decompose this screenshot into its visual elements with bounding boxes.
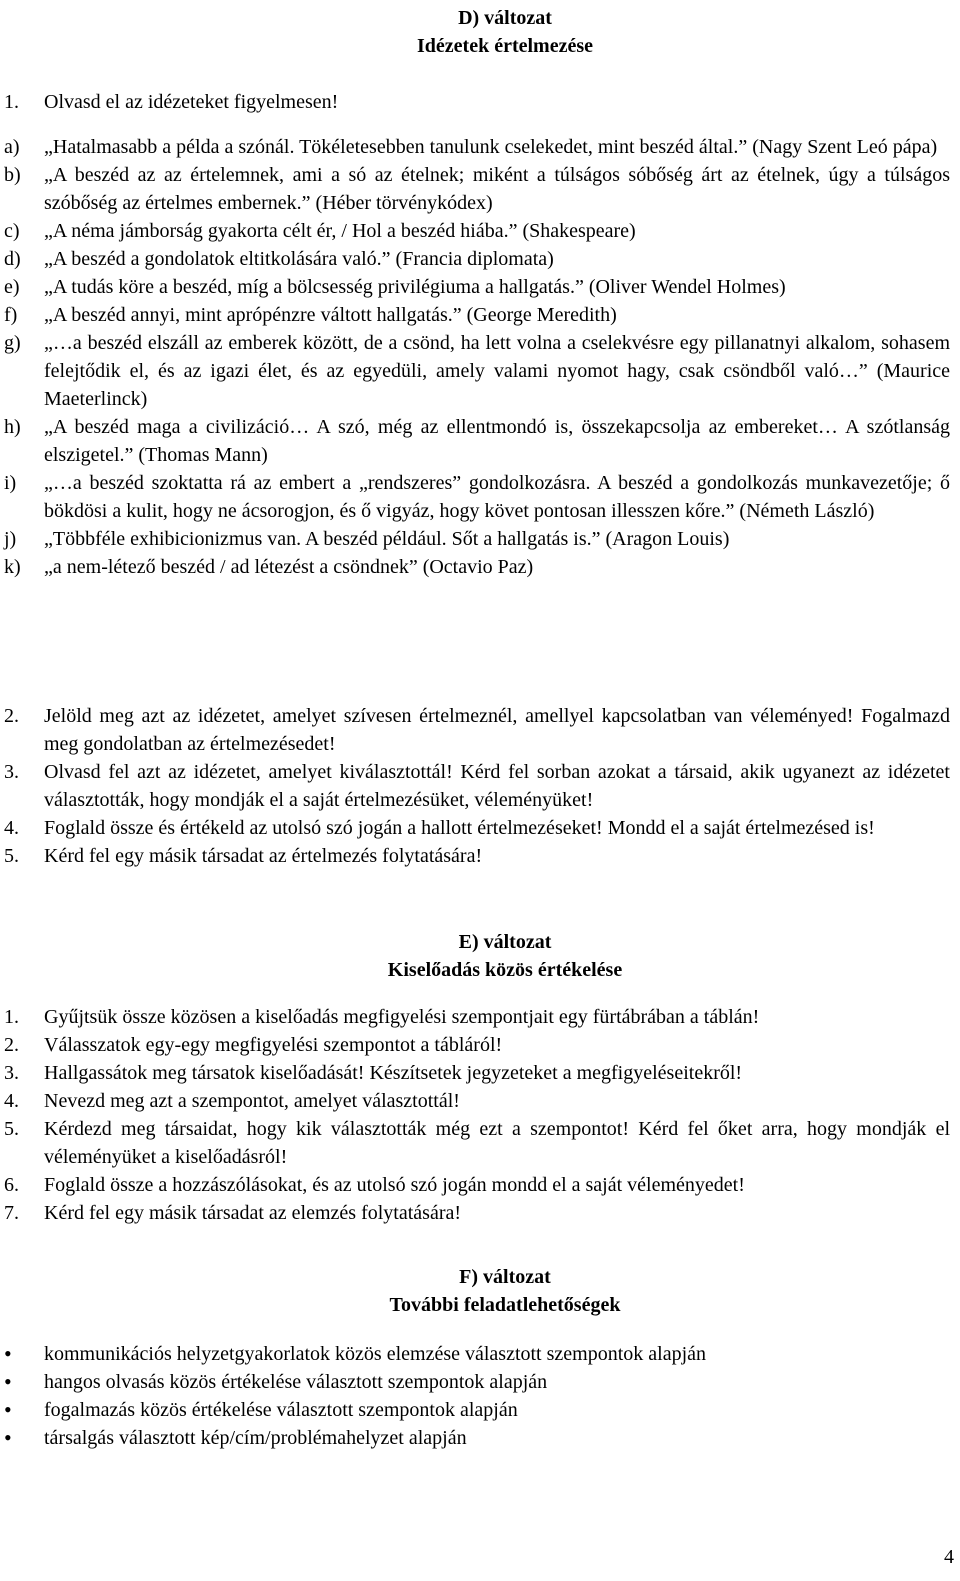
quote-text: „A beszéd az az értelemnek, ami a só az ételnek; miként a túlságos sóbőség árt az ételnek, úgy a túlságos szóbőség az értelmes embernek.” (Héber törvénykódex) [44,164,950,214]
quote-item [0,133,960,161]
quote-text: „A beszéd maga a civilizáció… A szó, még az ellentmondó is, összekapcsolja az embereket… A szótlanság elszigetel.” (Thomas Mann) [44,416,950,466]
task-marker: 4. [4,1090,19,1112]
quote-text: „…a beszéd szoktatta rá az embert a „rendszeres” gondolkozásra. A beszéd a gondolkozás munkavezetője; ő bökdösi a kulit, hogy ne ácsorogjon, és ő vigyáz, hogy követ pontosan illesszen kőre.” (Németh László) [44,472,950,522]
task-item [0,814,960,842]
task-item [0,842,960,870]
quote-marker: i) [4,472,17,494]
task-item [0,758,960,814]
task-text: Kérdezd meg társaidat, hogy kik választották még ezt a szempontot! Kérd fel őket arra, hogy mondják el véleményüket a kiselőadásról! [44,1118,950,1168]
intro-text: Olvasd el az idézeteket figyelmesen! [44,91,339,113]
section-e-subtitle: Kiselőadás közös értékelése [387,959,623,981]
task-marker: 5. [4,1118,19,1140]
bullet-item [0,1396,960,1424]
quote-item [0,329,960,413]
quote-item [0,273,960,301]
bullet-list [0,1340,960,1452]
quote-text: „Hatalmasabb a példa a szónál. Tökéletesebben tanulunk cselekedet, mint beszéd által.” (Nagy Szent Leó pápa) [44,136,938,158]
task-marker: 3. [4,1062,19,1084]
task-item [0,1031,960,1059]
intro-marker: 1. [4,91,19,113]
quote-item [0,469,960,525]
quote-marker: j) [4,528,17,550]
page-number: 4 [944,1546,954,1568]
quote-marker: a) [4,136,20,158]
task-text: Olvasd fel azt az idézetet, amelyet kiválasztottál! Kérd fel sorban azokat a társaid, akik ugyanezt az idézetet választották, hogy mondják el a saját értelmezésüket, véleményüket! [44,761,950,811]
quote-marker: b) [4,164,21,186]
bullet-item [0,1368,960,1396]
bullet-text: hangos olvasás közös értékelése választott szempontok alapján [44,1371,548,1393]
quote-text: „A beszéd annyi, mint aprópénzre váltott hallgatás.” (George Meredith) [44,304,617,326]
task-marker: 5. [4,845,19,867]
section-d-subtitle: Idézetek értelmezése [417,35,593,57]
task-text: Gyűjtsük össze közösen a kiselőadás megfigyelési szempontjait egy fürtábrában a táblán! [44,1006,760,1028]
task-text: Foglald össze és értékeld az utolsó szó jogán a hallott értelmezéseket! Mondd el a saját értelmezésed is! [44,817,875,839]
task-text: Válasszatok egy-egy megfigyelési szempontot a tábláról! [44,1034,503,1056]
task-text: Jelöld meg azt az idézetet, amelyet szívesen értelmeznél, amellyel kapcsolatban van véleményed! Fogalmazd meg gondolatban az értelmezésedet! [44,705,950,755]
quote-item [0,553,960,581]
task-marker: 3. [4,761,19,783]
task-item [0,1003,960,1031]
task-marker: 6. [4,1174,19,1196]
quote-text: „A beszéd a gondolatok eltitkolására való.” (Francia diplomata) [44,248,554,270]
task-text: Kérd fel egy másik társadat az értelmezés folytatására! [44,845,483,867]
bullet-icon: • [4,1397,12,1422]
task-marker: 2. [4,1034,19,1056]
quote-item [0,525,960,553]
task-item [0,1115,960,1171]
task-item [0,1087,960,1115]
section-d-heading [0,4,960,60]
task-item [0,1059,960,1087]
bullet-icon: • [4,1369,12,1394]
section-e-title: E) változat [458,931,552,953]
quote-marker: h) [4,416,21,438]
quote-item [0,245,960,273]
bullet-text: társalgás választott kép/cím/problémahelyzet alapján [44,1427,467,1449]
bullet-text: kommunikációs helyzetgyakorlatok közös elemzése választott szempontok alapján [44,1343,707,1365]
quote-marker: d) [4,248,21,270]
quote-text: „A néma jámborság gyakorta célt ér, / Hol a beszéd hiába.” (Shakespeare) [44,220,636,242]
task-text: Hallgassátok meg társatok kiselőadását! Készítsetek jegyzeteket a megfigyeléseitekről! [44,1062,743,1084]
task-text: Kérd fel egy másik társadat az elemzés folytatására! [44,1202,462,1224]
task-marker: 1. [4,1006,19,1028]
quote-marker: g) [4,332,21,354]
section-f-heading [0,1263,960,1319]
quote-text: „a nem-létező beszéd / ad létezést a csöndnek” (Octavio Paz) [44,556,534,578]
quote-item [0,413,960,469]
task-item [0,702,960,758]
section-f-subtitle: További feladatlehetőségek [389,1294,621,1316]
section-f-title: F) változat [459,1266,551,1288]
quote-marker: c) [4,220,20,242]
task-text: Nevezd meg azt a szempontot, amelyet választottál! [44,1090,460,1112]
quote-item [0,161,960,217]
quote-item [0,301,960,329]
task-item [0,1171,960,1199]
section-e-heading [0,928,960,984]
quote-marker: e) [4,276,20,298]
quote-text: „…a beszéd elszáll az emberek között, de a csönd, ha lett volna a cselekvésre egy pillanatnyi alkalom, sohasem felejtődik el, és az igazi élet, és az egyedüli, amely valami nyomot hagy, csak csöndből való…” (Maurice Maeterlinck) [44,332,950,410]
quote-list [0,133,960,581]
task-marker: 2. [4,705,19,727]
task-marker: 4. [4,817,19,839]
task-text: Foglald össze a hozzászólásokat, és az utolsó szó jogán mondd el a saját véleményedet! [44,1174,745,1196]
bullet-icon: • [4,1341,12,1366]
bullet-item [0,1424,960,1452]
quote-marker: k) [4,556,21,578]
task-list-d [0,702,960,870]
section-d-title: D) változat [458,7,552,29]
quote-text: „A tudás köre a beszéd, míg a bölcsesség privilégiuma a hallgatás.” (Oliver Wendel Holmes) [44,276,786,298]
bullet-text: fogalmazás közös értékelése választott szempontok alapján [44,1399,518,1421]
task-item [0,1199,960,1227]
task-marker: 7. [4,1202,19,1224]
quote-marker: f) [4,304,18,326]
quote-item [0,217,960,245]
bullet-item [0,1340,960,1368]
bullet-icon: • [4,1425,12,1450]
intro-instruction [0,88,960,116]
quote-text: „Többféle exhibicionizmus van. A beszéd például. Sőt a hallgatás is.” (Aragon Louis) [44,528,730,550]
task-list-e [0,1003,960,1227]
